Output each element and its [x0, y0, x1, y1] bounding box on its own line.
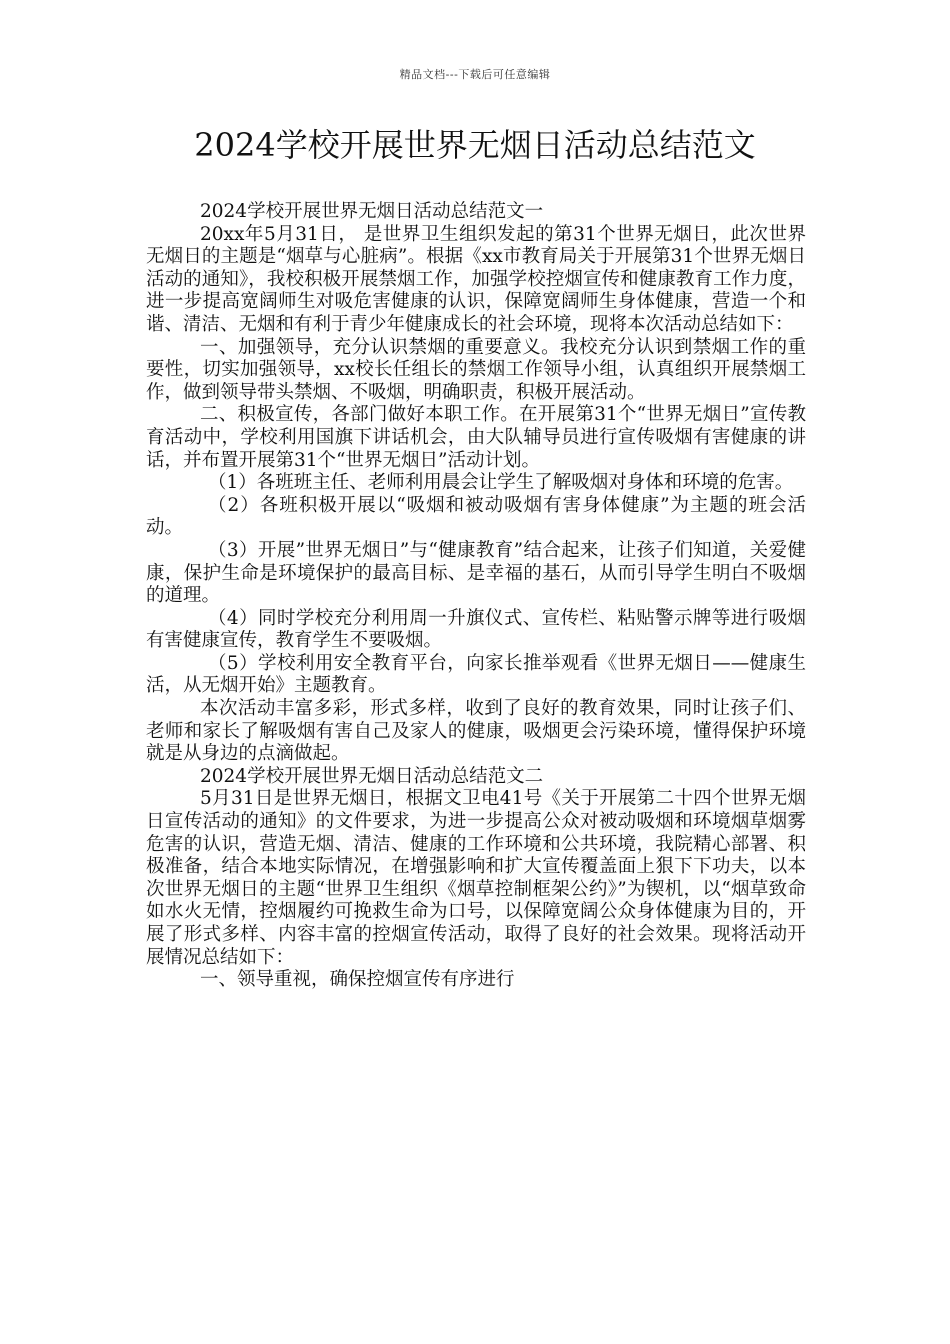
document-title: 2024学校开展世界无烟日活动总结范文 [194, 126, 756, 164]
body-paragraph-conclusion: 本次活动丰富多彩，形式多样，收到了良好的教育效果，同时让孩子们、老师和家长了解吸烟有害自己及家人的健康，吸烟更会污染环境，懂得保护环境就是从身边的点滴做起。 [146, 698, 806, 765]
list-item-5: （5）学校利用安全教育平台，向家长推举观看《世界无烟日——健康生活，从无烟开始》主题教育。 [146, 652, 806, 697]
body-paragraph-intro: 20xx年5月31日， 是世界卫生组织发起的第31个世界无烟日，此次世界无烟日的主题是“烟草与心脏病”。根据《xx市教育局关于开展第31个世界无烟日活动的通知》，我校积极开展禁烟工作，加强学校控烟宣传和健康教育工作力度，进一步提高宽阔师生对吸危害健康的认识，保障宽阔师生身体健康，营造一个和谐、清洁、无烟和有利于青少年健康成长的社会环境，现将本次活动总结如下： [146, 223, 806, 335]
header-note: 精品文档---下载后可任意编辑 [399, 68, 551, 81]
section2-heading-1: 一、领导重视，确保控烟宣传有序进行 [200, 969, 515, 991]
document-body [146, 201, 806, 992]
list-item-2: （2）各班积极开展以“吸烟和被动吸烟有害身体健康”为主题的班会活动。 [146, 494, 806, 539]
section-subtitle-2: 2024学校开展世界无烟日活动总结范文二 [200, 765, 544, 787]
body-paragraph-leadership: 一、加强领导，充分认识禁烟的重要意义。我校充分认识到禁烟工作的重要性，切实加强领导，xx校长任组长的禁烟工作领导小组，认真组织开展禁烟工作，做到领导带头禁烟、不吸烟，明确职责，积极开展活动。 [146, 336, 806, 403]
list-item-3: （3）开展”世界无烟日”与“健康教育”结合起来，让孩子们知道，关爱健康，保护生命是环境保护的最高目标、是幸福的基石，从而引导学生明白不吸烟的道理。 [146, 539, 806, 607]
body-paragraph-publicity: 二、积极宣传，各部门做好本职工作。在开展第31个“世界无烟日”宣传教育活动中，学校利用国旗下讲话机会，由大队辅导员进行宣传吸烟有害健康的讲话，并布置开展第31个“世界无烟日”活动计划。 [146, 404, 806, 471]
section-subtitle-1: 2024学校开展世界无烟日活动总结范文一 [200, 201, 544, 222]
list-item-4: （4）同时学校充分利用周一升旗仪式、宣传栏、粘贴警示牌等进行吸烟有害健康宣传，教育学生不要吸烟。 [146, 607, 806, 652]
body-paragraph-section2-intro: 5月31日是世界无烟日，根据文卫电41号《关于开展第二十四个世界无烟日宣传活动的通知》的文件要求，为进一步提高公众对被动吸烟和环境烟草烟雾危害的认识，营造无烟、清洁、健康的工作环境和公共环境，我院精心部署、积极准备，结合本地实际情况，在增强影响和扩大宣传覆盖面上狠下下功夫，以本次世界无烟日的主题“世界卫生组织《烟草控制框架公约》”为锲机，以“烟草致命如水火无情，控烟履约可挽救生命为口号，以保障宽阔公众身体健康为目的，开展了形式多样、内容丰富的控烟宣传活动，取得了良好的社会效果。现将活动开展情况总结如下： [146, 788, 806, 968]
list-item-1: （1）各班班主任、老师利用晨会让学生了解吸烟对身体和环境的危害。 [208, 472, 794, 494]
